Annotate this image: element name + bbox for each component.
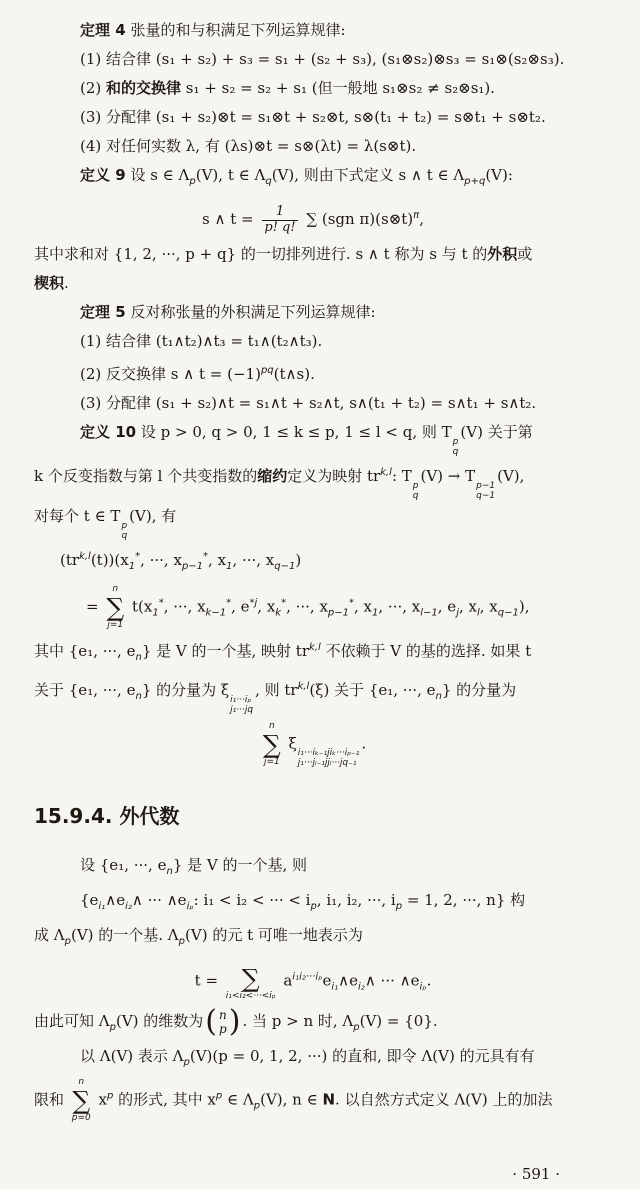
section-heading-15-9-4: 15.9.4. 外代数 [34, 804, 180, 829]
theorem5-item-2: (2) 反交换律 s ∧ $t = (-1)^{pq}(t\wedge s)$. [80, 365, 315, 384]
formula-wedge-product: s ∧ t = $\frac{1}{p! q!}$ ∑ (sgn π)(s⊗t)$^\pi$, [202, 203, 424, 235]
theorem4-item-1: (1) 结合律 (s₁ + s₂) + s₃ = s₁ + (s₂ + s₃), (s₁⊗s₂)⊗s₃ = s₁⊗(s₂⊗s₃). [80, 50, 565, 68]
definition10-line-1: 定义 10 设 p > 0, q > 0, 1 ≤ k ≤ p, 1 ≤ l < q, 则 T p q (V) 关于第 [80, 423, 533, 458]
formula-basis-expansion: t = ∑ i₁<i₂<···<iₚ $a^{i_1i_2\cdot\cdot\cdot i_p}e_{i_1}\wedge e_{i_2}\wedge$ ··· $\wedge e_{i_p}$. [194, 964, 432, 1002]
exterior-algebra-line-1: 设 {e₁, ···, $e_n$} 是 V 的一个基, 则 [80, 856, 308, 878]
definition9-text-2: 楔积. [34, 274, 69, 293]
formula-contraction-rhs: = n ∑ j=1 $t(x_1^*$, ···, $x_{k-1}^*$, $e^{*j}$, $x_k^*$, ···, $x_{p-1}^*$, $x_1$, ···, $x_{l-1}$, $e_j$, $x_l$, $x_{q-1}$), [86, 583, 530, 630]
exterior-algebra-line-5: 以 Λ(V) 表示 $\Lambda_p(V)(p = 0$, 1, 2, ···) 的直和, 即令 Λ(V) 的元具有有 [80, 1047, 535, 1069]
theorem4-item-3: (3) 分配律 (s₁ + s₂)⊗t = s₁⊗t + s₂⊗t, s⊗(t₁ + t₂) = s⊗t₁ + s⊗t₂. [80, 108, 546, 126]
exterior-algebra-line-6: 限和 n ∑ p=0 $x^p$ 的形式, 其中 $x^p$ ∈ $\Lambda_p(V)$, n ∈ N. 以自然方式定义 Λ(V) 上的加法 [34, 1077, 553, 1123]
contraction-text-1: 其中 {e₁, ···, $e_n$} 是 V 的一个基, 映射 tr$^{k,l}$ 不依赖于 V 的基的选择. 如果 t [34, 642, 532, 664]
definition10-line-2: k 个反变指数与第 l 个共变指数的缩约定义为映射 tr$^{k,l}$: T p q (V) → T p−1 q−1 (V), [34, 467, 525, 502]
definition9-text-1: 其中求和对 {1, 2, ···, p + q} 的一切排列进行. s ∧ t 称为 s 与 t 的外积或 [34, 245, 533, 264]
formula-contraction-lhs: $(tr^{k,l}(t))(x_1^*$, ···, $x_{p-1}^*$, $x_1$, ···, $x_{q-1}$) [60, 550, 302, 572]
theorem5-item-1: (1) 结合律 (t₁∧t₂)∧t₃ = t₁∧(t₂∧t₃). [80, 332, 323, 351]
definition9-heading: 定义 9 设 s ∈ $\Lambda_p(V)$, t ∈ $\Lambda_q(V)$, 则由下式定义 s ∧ t ∈ $\Lambda_{p+q}(V)$: [80, 166, 513, 187]
exterior-algebra-line-2: {$e_{i_1}\wedge e_{i_2}\wedge$ ··· $\wedge e_{i_p}$: i₁ < i₂ < ··· < $i_p$, i₁, i₂, ···, $i_p = 1$, 2, ···, n} 构 [80, 891, 526, 913]
theorem4-item-2: (2) 和的交换律 s₁ + s₂ = s₂ + s₁ (但一般地 s₁⊗s₂ ≠ s₂⊗s₁). [80, 79, 496, 97]
definition10-line-3: 对每个 t ∈ T p q (V), 有 [34, 507, 177, 541]
exterior-algebra-line-3: 成 $\Lambda_p(V)$ 的一个基. $\Lambda_p(V)$ 的元 t 可唯一地表示为 [34, 926, 363, 948]
theorem4-heading: 定理 4 张量的和与积满足下列运算规律: [80, 21, 346, 39]
theorem5-heading: 定理 5 反对称张量的外积满足下列运算规律: [80, 303, 376, 322]
theorem4-item-4: (4) 对任何实数 λ, 有 (λs)⊗t = s⊗(λt) = λ(s⊗t). [80, 137, 417, 155]
exterior-algebra-line-4: 由此可知 $\Lambda_p(V)$ 的维数为 ( n p ) . 当 p > n 时, $\Lambda_p(V) = \{0\}$. [34, 1004, 438, 1040]
page-number: · 591 · [512, 1164, 560, 1183]
formula-components-sum: n ∑ j=1 ξ i₁···iₖ₋₁jiₖ···iₚ₋₁ j₁···jₗ₋₁jjₗ···jq₋₁ . [262, 721, 367, 769]
theorem5-item-3: (3) 分配律 (s₁ + s₂)∧t = s₁∧t + s₂∧t, s∧(t₁ + t₂) = s∧t₁ + s∧t₂. [80, 394, 537, 413]
contraction-text-2: 关于 {e₁, ···, $e_n$} 的分量为 ξ i₁···iₚ j₁···jq , 则 tr$^{k,l}$(ξ) 关于 {e₁, ···, $e_n$} 的分量为 [34, 681, 517, 716]
